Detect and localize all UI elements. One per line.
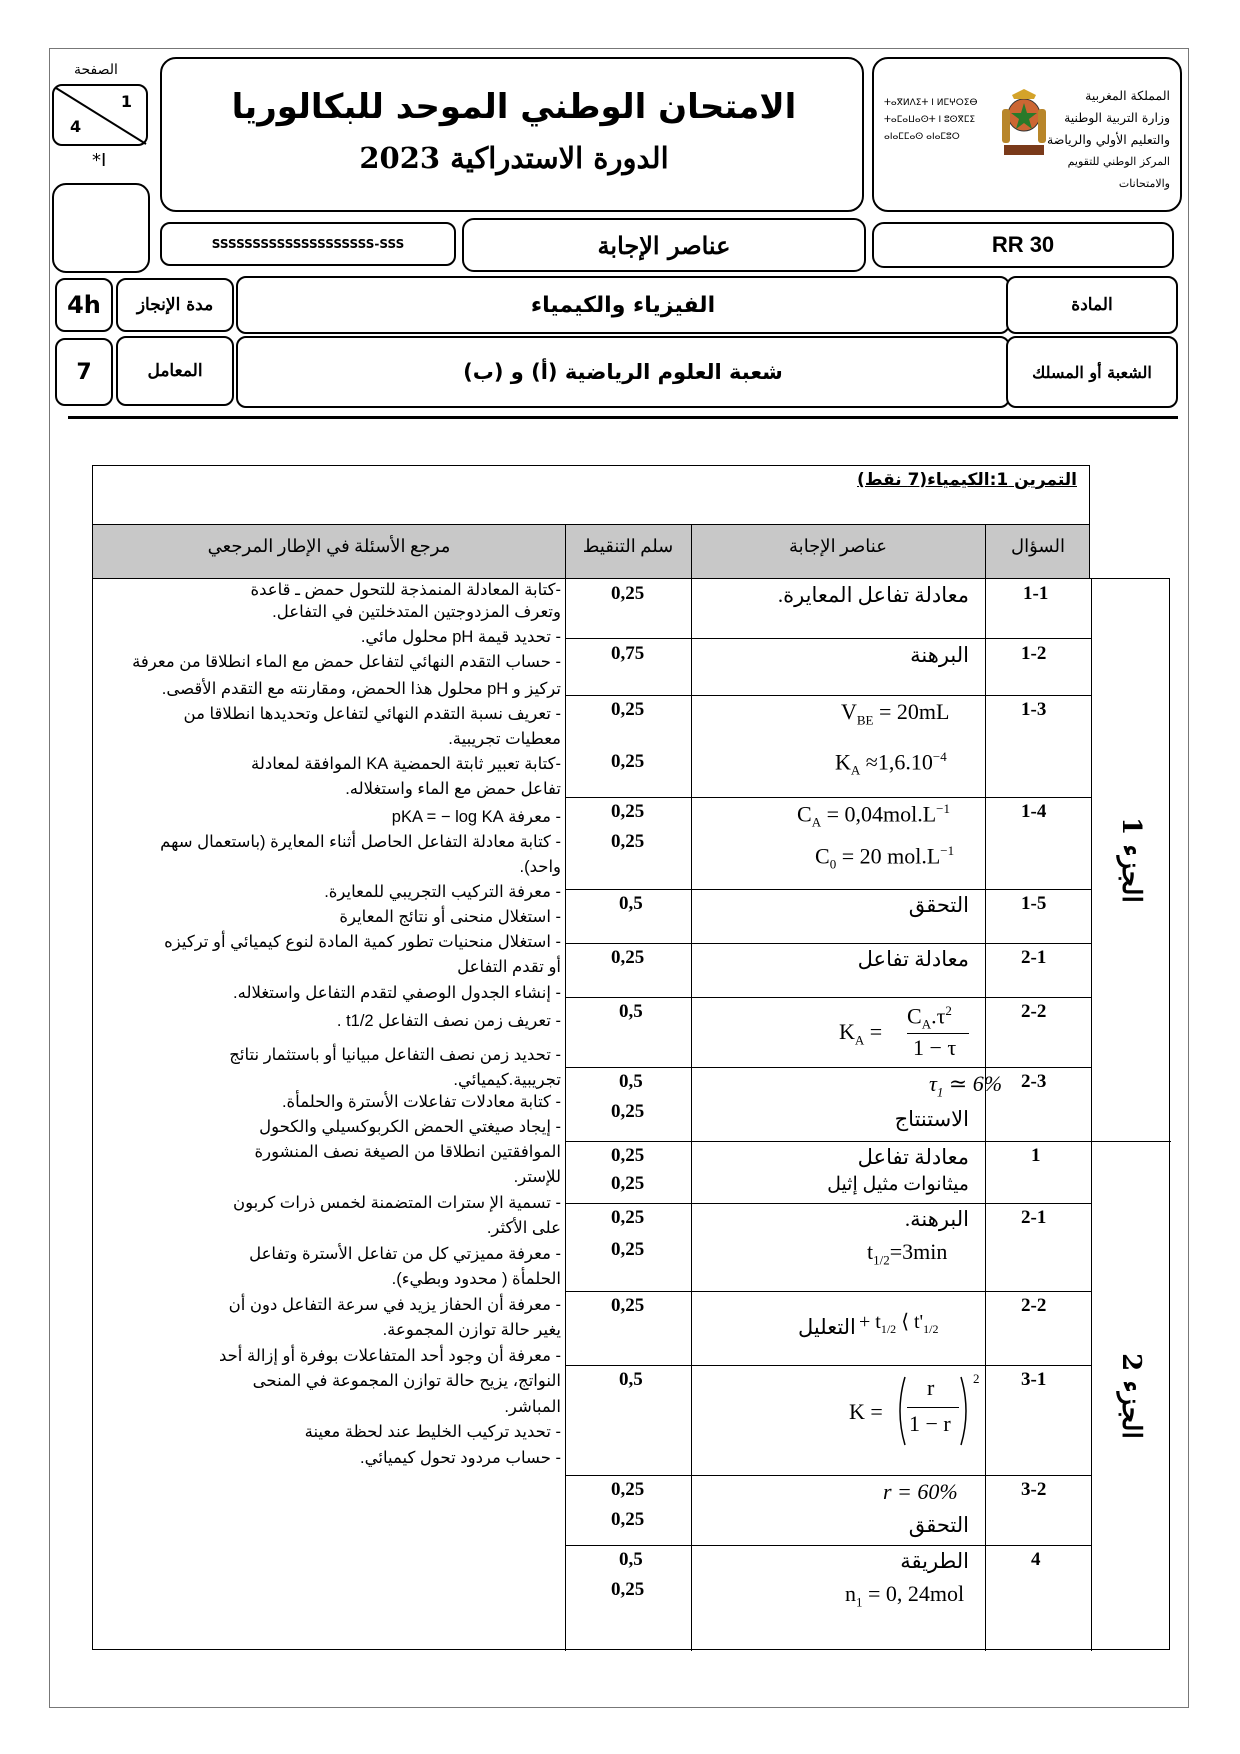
exercise-title-box bbox=[92, 465, 1090, 525]
row-score: 0,5 bbox=[619, 1369, 643, 1390]
row-q: 3-1 bbox=[1021, 1369, 1047, 1390]
ref-line: تجريبية.كيميائي. bbox=[453, 1071, 561, 1089]
row-score: 0,5 bbox=[619, 1071, 643, 1092]
ref-line: تركيز و pH محلول هذا الحمض، ومقارنته مع التقدم الأقصى. bbox=[161, 680, 561, 698]
row-q: 1-3 bbox=[1021, 699, 1047, 720]
row-score: 0,25 bbox=[611, 831, 645, 852]
answer-ca: $C_A = 0,04mol.L^{-1}$ bbox=[797, 801, 950, 830]
ref-line: - تحديد قيمة pH محلول مائي. bbox=[360, 628, 561, 646]
row-answer: التحقق bbox=[908, 1513, 969, 1537]
code-strip: SSSSSSSSSSSSSSSSSSSS-SSS bbox=[160, 222, 456, 266]
subject-label: المادة bbox=[1006, 276, 1178, 334]
header-question: السؤال bbox=[1011, 535, 1065, 556]
row-score: 0,25 bbox=[611, 1295, 645, 1316]
row-answer: معادلة تفاعل المعايرة. bbox=[777, 583, 969, 607]
ref-line: - معرفة أن وجود أحد المتفاعلات بوفرة أو إزالة أحد bbox=[218, 1347, 561, 1365]
row-score: 0,75 bbox=[611, 643, 645, 664]
row-q: 2-2 bbox=[1021, 1001, 1047, 1022]
ref-line: أو تقدم التفاعل bbox=[457, 958, 561, 976]
ref-line: المباشر. bbox=[504, 1398, 561, 1416]
ref-line: - استغلال منحنيات تطور كمية المادة لنوع كيميائي أو تركيزه bbox=[164, 933, 561, 951]
row-q: 2-2 bbox=[1021, 1295, 1047, 1316]
row-q: 1-2 bbox=[1021, 643, 1047, 664]
row-q: 1-4 bbox=[1021, 801, 1047, 822]
ref-line: -كتابة المعادلة المنمذجة للتحول حمض ـ قاعدة bbox=[250, 581, 561, 599]
ref-line: - تعريف نسبة التقدم النهائي لتفاعل وتحديدها انطلاقا من bbox=[183, 705, 561, 723]
answer-c0: $C_0 = 20$ $mol.L^{-1}$ bbox=[815, 843, 955, 872]
part-1-label: الجزء 1 bbox=[1116, 817, 1146, 903]
header-answer: عناصر الإجابة bbox=[789, 535, 887, 556]
row-answer: التحقق bbox=[908, 893, 969, 917]
stream: شعبة العلوم الرياضية (أ) و (ب) bbox=[236, 336, 1010, 408]
ref-line: - استغلال منحنى أو نتائج المعايرة bbox=[339, 908, 561, 926]
tifinagh-line-3: ⴰⵏⴰⵎⵎⴰⵙ ⴰⵏⴰⵎⵓⵔ bbox=[884, 132, 960, 142]
row-answer: الطريقة bbox=[900, 1549, 969, 1573]
table-header-row bbox=[92, 524, 1090, 579]
row-q: 2-1 bbox=[1021, 1207, 1047, 1228]
ref-line: - تحديد تركيب الخليط عند لحظة معينة bbox=[304, 1423, 561, 1441]
row-score: 0,5 bbox=[619, 893, 643, 914]
ref-line: - تحديد زمن نصف التفاعل مبيانيا أو باستثمار نتائج bbox=[229, 1046, 561, 1064]
answer-ka-formula: $K_A$ = $C_A.\tau^2$ 1 − τ bbox=[839, 1003, 979, 1063]
row-score: 0,25 bbox=[611, 801, 645, 822]
answer-k-formula: K = r 1 − r 2 bbox=[849, 1371, 979, 1461]
table-body bbox=[92, 578, 1170, 1650]
header-ref: مرجع الأسئلة في الإطار المرجعي bbox=[207, 535, 451, 556]
row-score: 0,25 bbox=[611, 751, 645, 772]
ref-line: معطيات تجريبية. bbox=[448, 730, 561, 748]
session: الدورة الاستدراكية 2023 bbox=[359, 141, 669, 175]
row-score: 0,5 bbox=[619, 1001, 643, 1022]
answer-vbe: $V_{BE} = 20mL$ bbox=[841, 699, 950, 728]
row-answer: الاستنتاج bbox=[894, 1107, 969, 1131]
row-score: 0,25 bbox=[611, 1509, 645, 1530]
answer-r: r = 60% bbox=[883, 1479, 958, 1504]
ref-line: - إيجاد صيغتي الحمض الكربوكسيلي والكحول bbox=[259, 1118, 561, 1136]
answer-n1: $n_1 = 0$, 24mol bbox=[845, 1581, 965, 1610]
tifinagh-line-1: ⵜⴰⴳⵍⴷⵉⵜ ⵏ ⵍⵎⵖⵔⵉⴱ bbox=[884, 98, 978, 108]
ref-line: للإستر. bbox=[513, 1168, 561, 1186]
ref-line: يغير حالة توازن المجموعة. bbox=[382, 1321, 561, 1339]
ref-line: - حساب مردود تحول كيميائي. bbox=[360, 1449, 561, 1467]
ministry-line-4: المركز الوطني للتقويم والامتحانات bbox=[1067, 155, 1170, 190]
row-score: 0,25 bbox=[611, 583, 645, 604]
answer-t-half: $t_{1/2}=3\min$ bbox=[867, 1239, 948, 1268]
ministry-line-2: وزارة التربية الوطنية bbox=[1064, 110, 1170, 125]
row-score: 0,25 bbox=[611, 1145, 645, 1166]
page-num: 1 bbox=[120, 92, 132, 111]
ref-line: - تعريف زمن نصف التفاعل t1/2 . bbox=[336, 1012, 561, 1030]
ref-line: الحلمأة ( محدود وبطيء). bbox=[391, 1270, 561, 1288]
row-answer: ميثانوات مثيل إثيل bbox=[827, 1174, 969, 1195]
subject: الفيزياء والكيمياء bbox=[236, 276, 1010, 334]
row-score: 0,25 bbox=[611, 1101, 645, 1122]
ministry-line-3: والتعليم الأولي والرياضة bbox=[1047, 132, 1170, 147]
row-q: 2-3 bbox=[1021, 1071, 1047, 1092]
row-score: 0,25 bbox=[611, 1207, 645, 1228]
row-q: 4 bbox=[1031, 1549, 1041, 1570]
header-scale: سلم التنقيط bbox=[582, 535, 674, 556]
coef-label: المعامل bbox=[116, 336, 234, 406]
ref-line: واحد). bbox=[519, 858, 561, 876]
ref-line: على الأكثر. bbox=[486, 1219, 561, 1237]
page-total: 4 bbox=[70, 117, 82, 136]
ref-line: - كتابة معادلات تفاعلات الأسترة والحلمأة. bbox=[281, 1093, 561, 1111]
exam-title: الامتحان الوطني الموحد للبكالوريا bbox=[231, 87, 797, 127]
ref-line: - تسمية الإ سترات المتضمنة لخمس ذرات كربون bbox=[233, 1194, 561, 1212]
row-q: 1 bbox=[1031, 1145, 1041, 1166]
row-score: 0,25 bbox=[611, 1579, 645, 1600]
ref-line: -كتابة تعبير ثابتة الحمضية KA الموافقة لمعادلة bbox=[250, 755, 561, 773]
row-answer: البرهنة bbox=[910, 643, 969, 667]
duration-value: 4h bbox=[55, 278, 113, 332]
row-answer: معادلة تفاعل bbox=[857, 1145, 969, 1169]
exercise-title: التمرين 1:الكيمياء(7 نقط) bbox=[857, 470, 1077, 490]
ref-line: الموافقتين انطلاقا من الصيغة نصف المنشورة bbox=[254, 1143, 561, 1161]
row-answer: التعليل bbox=[798, 1315, 856, 1339]
ref-line: وتعرف المزدوجتين المتدخلتين في التفاعل. bbox=[272, 603, 561, 621]
ref-line: - حساب التقدم النهائي لتفاعل حمض مع الماء انطلاقا من معرفة bbox=[132, 653, 561, 671]
ref-line: - معرفة أن الحفاز يزيد في سرعة التفاعل دون أن bbox=[228, 1296, 561, 1314]
row-score: 0,25 bbox=[611, 699, 645, 720]
row-score: 0,25 bbox=[611, 947, 645, 968]
row-answer: معادلة تفاعل bbox=[857, 947, 969, 971]
ref-line: تفاعل حمض مع الماء واستغلاله. bbox=[345, 780, 561, 798]
ref-line: - معرفة التركيب التجريبي للمعايرة. bbox=[324, 883, 561, 901]
part-2-label: الجزء 2 bbox=[1116, 1353, 1146, 1439]
ref-code: RR 30 bbox=[872, 222, 1174, 268]
coef-value: 7 bbox=[55, 338, 113, 406]
page-label: الصفحة bbox=[74, 62, 118, 78]
answer-ka: $K_A \approx 1,6.10^{-4}$ bbox=[835, 749, 947, 778]
tifinagh-line-2: ⵜⴰⵎⴰⵡⴰⵙⵜ ⵏ ⵓⵙⴳⵎⵉ bbox=[884, 115, 976, 125]
answer-t-compare: + $t_{1/2}$ ⟨ $t'_{1/2}$ bbox=[859, 1311, 939, 1336]
answer-tau: $\tau_1$ ≃ 6% bbox=[929, 1071, 1003, 1100]
page-mark: *I bbox=[92, 150, 107, 171]
stream-label: الشعبة أو المسلك bbox=[1006, 336, 1178, 408]
duration-label: مدة الإنجاز bbox=[116, 278, 234, 332]
ref-line: - معرفة pKA = − log KA bbox=[391, 808, 561, 826]
row-score: 0,25 bbox=[611, 1479, 645, 1500]
row-score: 0,5 bbox=[619, 1549, 643, 1570]
reference-column bbox=[105, 579, 561, 1472]
row-score: 0,25 bbox=[611, 1239, 645, 1260]
row-q: 1-1 bbox=[1023, 583, 1049, 604]
ref-line: - كتابة معادلة التفاعل الحاصل أثناء المعايرة (باستعمال سهم bbox=[160, 833, 561, 851]
ref-line: - إنشاء الجدول الوصفي لتقدم التفاعل واستغلاله. bbox=[233, 984, 561, 1002]
row-score: 0,25 bbox=[611, 1173, 645, 1194]
row-q: 1-5 bbox=[1021, 893, 1047, 914]
doc-type: عناصر الإجابة bbox=[462, 218, 866, 272]
ref-line: النواتج، يزيح حالة توازن المجموعة في المنحى bbox=[252, 1372, 561, 1390]
row-q: 3-2 bbox=[1021, 1479, 1047, 1500]
ref-line: - معرفة مميزتي كل من تفاعل الأسترة وتفاعل bbox=[249, 1245, 561, 1263]
row-q: 2-1 bbox=[1021, 947, 1047, 968]
row-answer: البرهنة. bbox=[904, 1207, 969, 1231]
ministry-line-1: المملكة المغربية bbox=[1085, 88, 1170, 103]
